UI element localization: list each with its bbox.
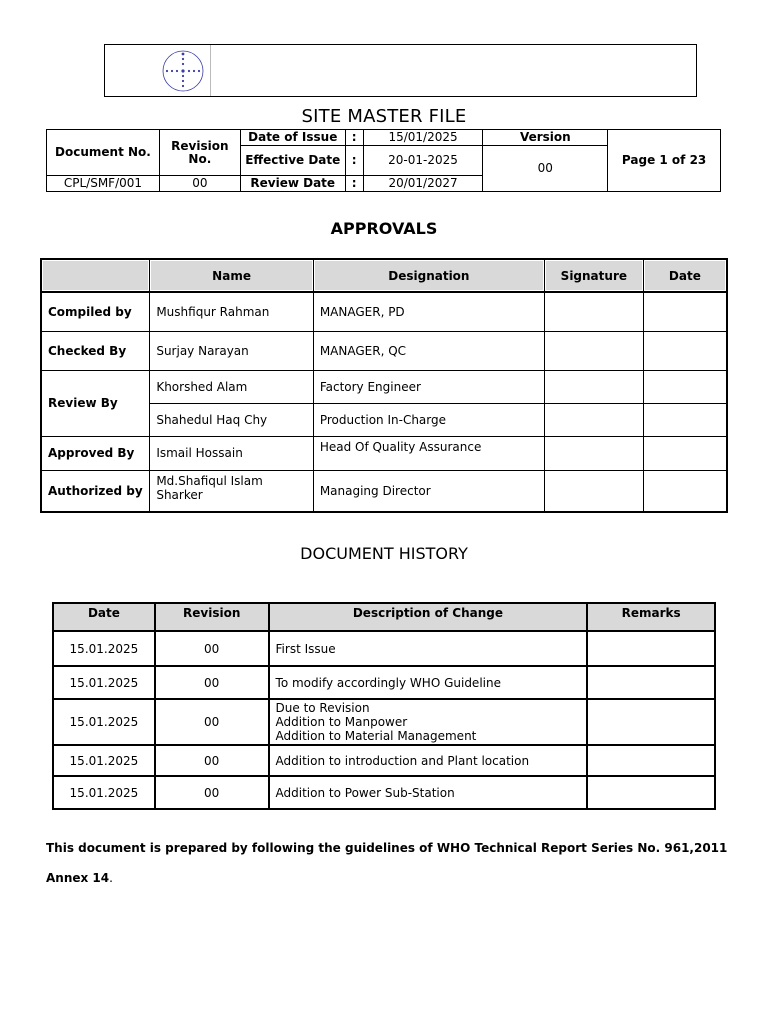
date-cell [643,403,727,436]
approvals-table [40,258,728,513]
description-line: Addition to Material Management [275,729,477,743]
table-row [53,631,715,666]
date-of-issue-value: 15/01/2025 [363,130,483,146]
description-line: Due to Revision [275,701,370,715]
date-cell [643,331,727,370]
approver-name: Shahedul Haq Chy [150,403,313,436]
history-remarks [587,631,715,666]
approver-name: Md.Shafiqul Islam Sharker [150,470,313,512]
approver-designation: Production In-Charge [313,403,544,436]
history-description [269,699,588,745]
effective-date-value: 20-01-2025 [363,146,483,176]
history-header-description: Description of Change [269,603,588,631]
colon: : [345,146,363,176]
history-date: 15.01.2025 [53,699,155,745]
role-review-by: Review By [41,370,150,436]
description-line: Addition to Power Sub-Station [275,785,455,800]
table-row [53,666,715,699]
history-revision: 00 [155,699,269,745]
table-row [41,292,727,331]
colon: : [345,130,363,146]
history-date: 15.01.2025 [53,745,155,776]
signature-cell [544,436,643,470]
approver-name: Mushfiqur Rahman [150,292,313,331]
revision-no-label: Revision No. [159,130,240,176]
table-row [53,776,715,809]
colon: : [345,176,363,192]
role-compiled-by: Compiled by [41,292,150,331]
logo-header-box [104,44,697,97]
approver-name: Khorshed Alam [150,370,313,403]
signature-cell [544,370,643,403]
approvals-header-date: Date [643,259,727,292]
history-date: 15.01.2025 [53,631,155,666]
review-date-label: Review Date [240,176,345,192]
document-history-heading: DOCUMENT HISTORY [300,544,468,563]
effective-date-label: Effective Date [240,146,345,176]
approvals-heading: APPROVALS [330,219,438,238]
history-header-remarks: Remarks [587,603,715,631]
history-description [269,745,588,776]
date-cell [643,292,727,331]
signature-cell [544,403,643,436]
description-line: Addition to Manpower [275,715,408,729]
footer-note-line1: This document is prepared by following the guidelines of WHO Technical Report Series No. 961,2011 [46,841,728,855]
document-no-value: CPL/SMF/001 [47,176,160,192]
signature-cell [544,470,643,512]
table-row [53,699,715,745]
history-description [269,631,588,666]
page-title: SITE MASTER FILE [301,106,467,127]
role-authorized-by: Authorized by [41,470,150,512]
history-header-date: Date [53,603,155,631]
approver-designation: MANAGER, QC [313,331,544,370]
history-revision: 00 [155,666,269,699]
footer-note-line2 [46,871,113,885]
history-revision: 00 [155,745,269,776]
approvals-header-name: Name [150,259,313,292]
table-row [41,370,727,403]
history-header-revision: Revision [155,603,269,631]
version-label: Version [483,130,608,146]
approver-designation: Head Of Quality Assurance [313,436,544,470]
footer-annex: Annex 14 [46,871,110,885]
history-revision: 00 [155,631,269,666]
history-remarks [587,699,715,745]
description-line: Addition to introduction and Plant location [275,753,530,768]
approver-name: Ismail Hossain [150,436,313,470]
table-row [41,470,727,512]
history-date: 15.01.2025 [53,666,155,699]
approver-name: Surjay Narayan [150,331,313,370]
approver-designation: Managing Director [313,470,544,512]
version-value: 00 [483,146,608,192]
logo-divider [210,45,211,96]
table-row [41,331,727,370]
revision-no-value: 00 [159,176,240,192]
approver-designation: Factory Engineer [313,370,544,403]
document-history-table [52,602,716,810]
table-row [53,745,715,776]
history-rows [53,631,715,809]
approvals-header-signature: Signature [544,259,643,292]
document-no-label: Document No. [47,130,160,176]
date-cell [643,436,727,470]
role-approved-by: Approved By [41,436,150,470]
role-checked-by: Checked By [41,331,150,370]
history-date: 15.01.2025 [53,776,155,809]
history-remarks [587,776,715,809]
date-cell [643,370,727,403]
page-number: Page 1 of 23 [608,130,721,192]
history-revision: 00 [155,776,269,809]
date-cell [643,470,727,512]
history-description [269,776,588,809]
table-row [41,436,727,470]
history-remarks [587,745,715,776]
description-line: To modify accordingly WHO Guideline [275,675,501,690]
approvals-header-blank [41,259,150,292]
review-date-value: 20/01/2027 [363,176,483,192]
signature-cell [544,292,643,331]
document-info-table [46,129,721,192]
history-remarks [587,666,715,699]
description-line: First Issue [275,641,336,656]
approver-designation: MANAGER, PD [313,292,544,331]
approvals-header-designation: Designation [313,259,544,292]
signature-cell [544,331,643,370]
company-logo-icon [160,48,206,94]
history-description [269,666,588,699]
date-of-issue-label: Date of Issue [240,130,345,146]
footer-period: . [109,871,113,885]
